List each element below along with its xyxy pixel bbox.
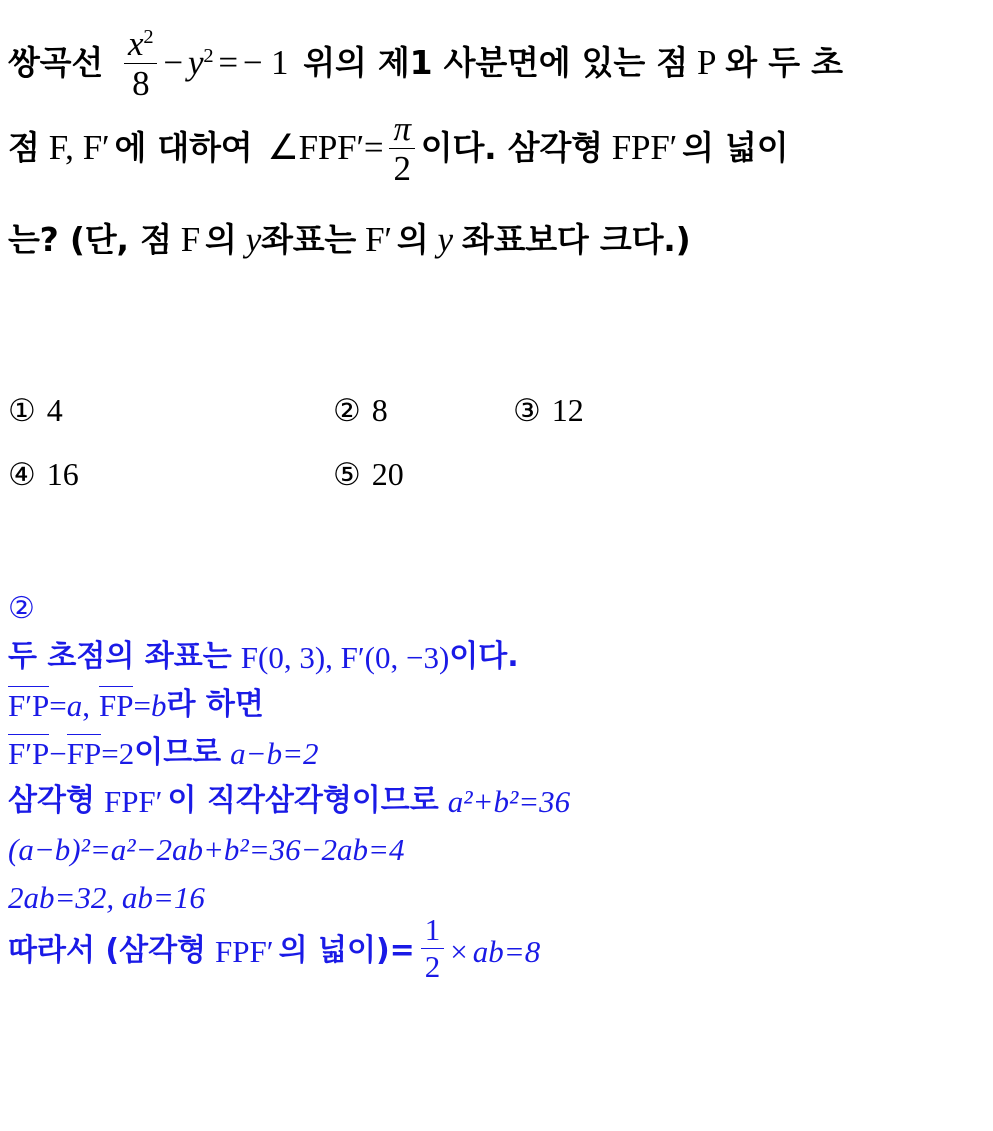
choice-4[interactable] xyxy=(8,456,333,493)
equals-b: = xyxy=(133,687,151,723)
comma-2: , xyxy=(82,687,90,723)
question-line2-mid2: 이다. 삼각형 xyxy=(420,128,603,167)
hyperbola-fraction xyxy=(124,23,157,104)
solution-line-expand xyxy=(8,825,988,873)
solution-line-solve-ab xyxy=(8,873,988,921)
variable-a: a xyxy=(66,687,83,723)
minus-sign-2: − xyxy=(49,735,67,771)
foci-prefix: 두 초점의 좌표는 xyxy=(8,639,232,674)
question-line1-prefix: 쌍곡선 xyxy=(8,43,104,82)
frac-numerator-pi: π xyxy=(393,108,411,148)
let-ab-suffix: 라 하면 xyxy=(166,687,264,722)
foci-suffix: 이다. xyxy=(449,639,519,674)
question-line-2 xyxy=(8,102,993,194)
solution-line-foci xyxy=(8,633,988,681)
segment-fprime-p-2: F′P xyxy=(8,736,50,772)
y-exponent: 2 xyxy=(203,45,214,67)
solution-line-area xyxy=(8,912,988,984)
frac-numerator-exponent: 2 xyxy=(143,25,154,48)
choice-4-number: ④ xyxy=(8,457,36,493)
choice-2-text: 8 xyxy=(371,392,388,428)
difference-result: a−b=2 xyxy=(230,735,319,771)
frac-denominator-2: 2 xyxy=(393,149,411,189)
variable-b: b xyxy=(150,687,167,723)
focus-fprime-label: F′ xyxy=(82,128,110,167)
angle-expression: ∠FPF′= xyxy=(267,128,384,167)
choice-5[interactable] xyxy=(333,456,513,493)
focus-fprime-label-2: F′ xyxy=(365,220,392,259)
difference-mid: 이므로 xyxy=(134,735,222,770)
rhs-value: − 1 xyxy=(242,43,289,82)
question-line-1 xyxy=(8,10,993,102)
segment-fp-2: FP xyxy=(66,736,102,772)
minus-sign-1: − xyxy=(163,43,183,82)
question-line1-suffix: 와 두 초 xyxy=(725,43,843,82)
segment-fp: FP xyxy=(99,688,134,724)
equals-sign-1: = xyxy=(218,43,238,82)
question-line3-prefix: 는? (단, 점 xyxy=(8,220,172,259)
question-line3-suffix: 좌표보다 크다.) xyxy=(461,220,691,259)
triangle-fpf-label: FPF′ xyxy=(611,128,678,167)
choice-row-2 xyxy=(8,456,708,520)
frac-denominator: 8 xyxy=(132,64,150,104)
one-half-fraction xyxy=(421,914,445,983)
y-coordinate-1: y xyxy=(245,220,262,259)
choice-3-text: 12 xyxy=(551,392,584,428)
right-triangle-mid: 이 직각삼각형이므로 xyxy=(167,783,439,818)
question-line2-mid: 에 대하여 xyxy=(114,128,253,167)
expand-equation: (a−b)²=a²−2ab+b²=36−2ab=4 xyxy=(8,831,405,867)
y-coordinate-2: y xyxy=(437,220,453,259)
solution-block xyxy=(8,585,988,984)
question-line2-prefix: 점 xyxy=(8,128,40,167)
triangle-fpf-label-2: FPF′ xyxy=(103,783,163,819)
solution-line-let-ab xyxy=(8,681,988,729)
area-result: ab=8 xyxy=(472,933,541,969)
choice-5-text: 20 xyxy=(371,456,404,492)
right-triangle-prefix: 삼각형 xyxy=(8,783,95,818)
segment-fprime-p: F′P xyxy=(8,688,50,724)
pythagoras-equation: a²+b²=36 xyxy=(447,783,571,819)
focus-f-label: F xyxy=(48,128,66,167)
pi-over-2-fraction xyxy=(389,108,414,189)
solution-line-difference xyxy=(8,729,988,777)
solution-answer-mark-row xyxy=(8,585,988,633)
variable-y: y xyxy=(187,43,204,82)
choice-4-text: 16 xyxy=(46,456,79,492)
question-line2-suffix: 의 넓이 xyxy=(682,128,789,167)
equals-a: = xyxy=(49,687,67,723)
solve-ab-equation: 2ab=32, ab=16 xyxy=(8,879,205,915)
frac-numerator-1: 1 xyxy=(424,912,441,948)
choice-1[interactable] xyxy=(8,392,333,429)
choice-2[interactable] xyxy=(333,392,513,429)
question-line1-mid: 위의 제1 사분면에 있는 점 xyxy=(303,43,688,82)
foci-coordinates: F(0, 3), F′(0, −3) xyxy=(240,639,450,675)
question-line3-mid3: 의 xyxy=(396,220,429,259)
choice-3-number: ③ xyxy=(513,393,541,429)
times-sign: × xyxy=(450,933,468,969)
choice-2-number: ② xyxy=(333,393,361,429)
frac-denominator-2b: 2 xyxy=(424,949,441,984)
question-line3-mid: 의 xyxy=(205,220,237,259)
answer-mark: ② xyxy=(8,591,35,626)
triangle-fpf-label-3: FPF′ xyxy=(215,933,274,969)
choice-1-number: ① xyxy=(8,393,36,429)
solution-line-right-triangle xyxy=(8,777,988,825)
choice-row-1 xyxy=(8,392,708,456)
point-p-label: P xyxy=(696,43,717,82)
question-stem xyxy=(8,10,993,286)
difference-equals: =2 xyxy=(101,735,135,771)
choice-3[interactable] xyxy=(513,392,584,429)
choice-1-text: 4 xyxy=(46,392,63,428)
choice-5-number: ⑤ xyxy=(333,457,361,493)
answer-choices xyxy=(8,392,708,520)
frac-numerator-x: x xyxy=(128,23,144,63)
focus-f-label-2: F xyxy=(180,220,201,259)
area-prefix: 따라서 (삼각형 xyxy=(8,933,207,968)
question-line3-mid2: 좌표는 xyxy=(261,220,357,259)
area-mid: 의 넓이)= xyxy=(278,933,415,968)
comma-1: , xyxy=(65,128,74,167)
question-line-3 xyxy=(8,194,993,286)
